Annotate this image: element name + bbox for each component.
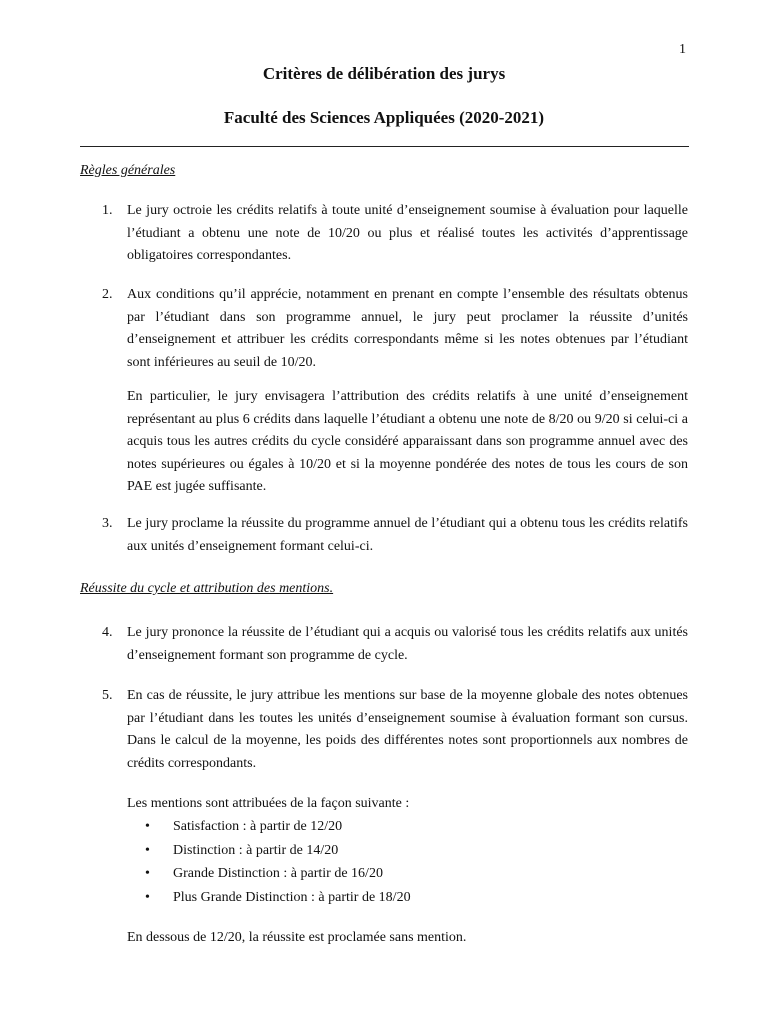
item-text: Le jury octroie les crédits relatifs à toute unité d’enseignement soumise à évaluation pour laquelle l’étudiant a obtenu une note de 10/20 ou plus et réalisé toutes les activités d’apprentissage obligatoires correspondantes. bbox=[127, 203, 688, 263]
document-subtitle: Faculté des Sciences Appliquées (2020-2021) bbox=[223, 108, 545, 127]
mentions-intro: Les mentions sont attribuées de la façon suivante : bbox=[127, 796, 410, 811]
item-paragraph: En particulier, le jury envisagera l’attribution des crédits relatifs à une unité d’enseignement représentant au plus 6 crédits dans laquelle l’étudiant a obtenu une note de 8/20 ou 9/20 si celui-ci a acquis tous les autres crédits du cycle considéré apparaissant dans son programme annuel avec des notes supérieures ou égales à 10/20 et si la moyenne pondérée des notes de tous les cours de son PAE est jugée suffisante. bbox=[127, 389, 688, 494]
bullet-icon: • bbox=[145, 819, 150, 834]
page-number: 1 bbox=[679, 42, 686, 57]
bullet-icon: • bbox=[145, 842, 150, 858]
item-number: 2. bbox=[102, 287, 113, 302]
document-title: Critères de délibération des jurys bbox=[262, 64, 506, 83]
list-item: • Satisfaction : à partir de 12/20 bbox=[145, 815, 411, 839]
list-item: • Grande Distinction : à partir de 16/20 bbox=[145, 862, 411, 886]
item-text: Le jury proclame la réussite du programme annuel de l’étudiant qui a obtenu tous les crédits relatifs aux unités d’enseignement formant celui-ci. bbox=[127, 516, 688, 554]
bullet-icon: • bbox=[145, 889, 150, 905]
item-number: 1. bbox=[102, 203, 113, 218]
section-heading-cycle-success: Réussite du cycle et attribution des mentions. bbox=[80, 581, 334, 596]
item-text: Aux conditions qu’il apprécie, notamment en prenant en compte l’ensemble des résultats obtenus par l’étudiant dans son programme annuel, le jury peut proclamer la réussite d’unités d’enseignement et attribuer les crédits correspondants même si les notes obtenues par l’étudiant sont inférieures au seuil de 10/20. bbox=[127, 287, 688, 370]
item-number: 3. bbox=[102, 516, 113, 531]
horizontal-rule bbox=[80, 146, 689, 147]
item-number: 4. bbox=[102, 625, 113, 640]
list-item: • Distinction : à partir de 14/20 bbox=[145, 839, 411, 863]
list-item: • Plus Grande Distinction : à partir de 18/20 bbox=[145, 886, 411, 910]
section-heading-general-rules: Règles générales bbox=[80, 163, 176, 178]
item-text: Le jury prononce la réussite de l’étudiant qui a acquis ou valorisé tous les crédits relatifs aux unités d’enseignement formant son programme de cycle. bbox=[127, 625, 688, 663]
item-text: En cas de réussite, le jury attribue les mentions sur base de la moyenne globale des notes obtenues par l’étudiant dans les toutes les unités d’enseignement soumise à évaluation formant son cursus. Dans le calcul de la moyenne, les poids des différentes notes sont proportionnels aux nombres de crédits correspondants. bbox=[127, 688, 688, 771]
bullet-icon: • bbox=[145, 866, 150, 881]
mentions-list bbox=[145, 815, 411, 909]
closing-paragraph: En dessous de 12/20, la réussite est proclamée sans mention. bbox=[127, 930, 467, 945]
item-number: 5. bbox=[102, 688, 113, 703]
